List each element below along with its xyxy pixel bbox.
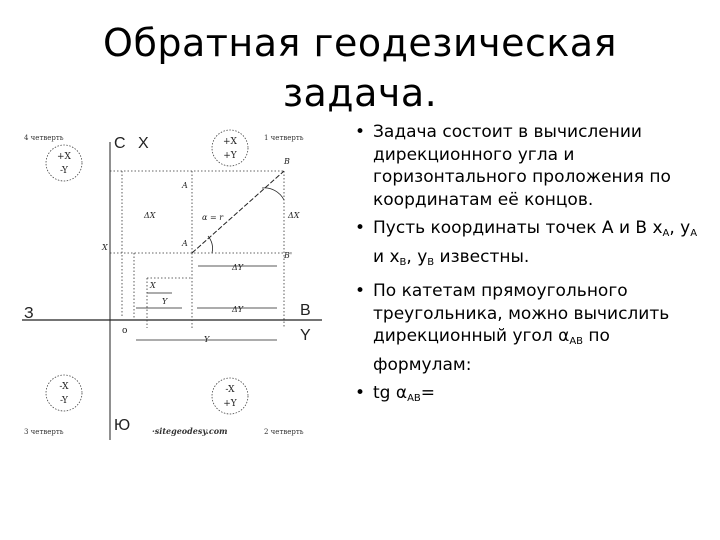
ya-label: Y [162, 297, 168, 306]
yb-label: Y [204, 335, 210, 344]
watermark-text: ·sitegeodesy.com [152, 426, 228, 436]
quarter-2-label: 2 четверть [264, 428, 304, 436]
east-v-label: В [300, 302, 311, 319]
bullet-item-2 [355, 217, 705, 274]
quarter-sign-circles [46, 130, 248, 414]
title-line-1: Обратная геодезическая [103, 21, 617, 65]
xa-label: X [150, 281, 156, 290]
bullet-2-part: , y [406, 246, 428, 267]
sub-ya: A [690, 228, 698, 239]
gamma-arc [262, 188, 284, 200]
north-x-label: X [138, 135, 149, 152]
q4-sign-2: -Y [60, 166, 68, 176]
bullet-1-text: Задача состоит в вычислении дирекционного угла и горизонтального проложения по координатам её концов. [373, 122, 671, 210]
north-c-label: С [114, 135, 126, 152]
delta-y-upper-label: ΔY [232, 263, 244, 272]
sub-xb: B [399, 256, 407, 268]
bullet-4-end: = [420, 383, 436, 403]
slide-title [0, 18, 720, 118]
delta-y-lower-label: ΔY [232, 305, 244, 314]
point-a-upper-label: A [182, 181, 188, 190]
sub-ab: AB [569, 336, 584, 347]
east-y-label: Y [300, 327, 311, 344]
q2-sign-1: -X [225, 385, 235, 395]
q2-sign-2: +Y [223, 399, 237, 409]
bullet-item-1 [355, 121, 705, 211]
bullet-3-end: по формулам: [373, 326, 610, 375]
point-b-prime-label: B' [284, 251, 293, 260]
bullet-3-text: По катетам прямоугольного треугольника, можно вычислить дирекционный угол α [373, 281, 670, 346]
bullet-list [355, 121, 705, 417]
west-label: З [24, 305, 34, 322]
origin-label: о [122, 326, 128, 336]
bullet-2-text: Пусть координаты точек А и В x [373, 218, 663, 238]
q1-sign-2: +Y [223, 151, 237, 161]
bullet-2-part: , y [669, 218, 691, 238]
sub-yb: B [427, 256, 435, 268]
q4-sign-1: +X [57, 152, 71, 162]
sub-xa: A [662, 228, 670, 239]
delta-x-left-label: ΔX [144, 211, 156, 220]
bullet-2-part: и x [373, 246, 400, 267]
quarter-3-label: 3 четверть [24, 428, 64, 436]
delta-x-right-label: ΔX [288, 211, 300, 220]
quarter-4-label: 4 четверть [24, 134, 64, 142]
xb-label: X [102, 243, 108, 252]
bullet-item-4 [355, 382, 705, 411]
segment-ab [192, 171, 284, 253]
q3-sign-1: -X [59, 382, 69, 392]
point-a-label: A [182, 239, 188, 248]
alpha-label: α = r [202, 213, 224, 222]
bullet-4-text: tg α [373, 383, 408, 403]
bullet-2-end: известны. [434, 246, 530, 267]
title-line-2: задача. [282, 71, 438, 115]
q3-sign-2: -Y [60, 396, 68, 406]
q1-sign-1: +X [223, 137, 237, 147]
south-label: Ю [114, 417, 131, 434]
coordinate-diagram [22, 128, 340, 450]
point-b-label: B [284, 157, 290, 166]
bullet-item-3 [355, 280, 705, 376]
sub-ab-2: AB [407, 393, 421, 404]
quarter-1-label: 1 четверть [264, 134, 304, 142]
dimension-lines [136, 266, 277, 340]
